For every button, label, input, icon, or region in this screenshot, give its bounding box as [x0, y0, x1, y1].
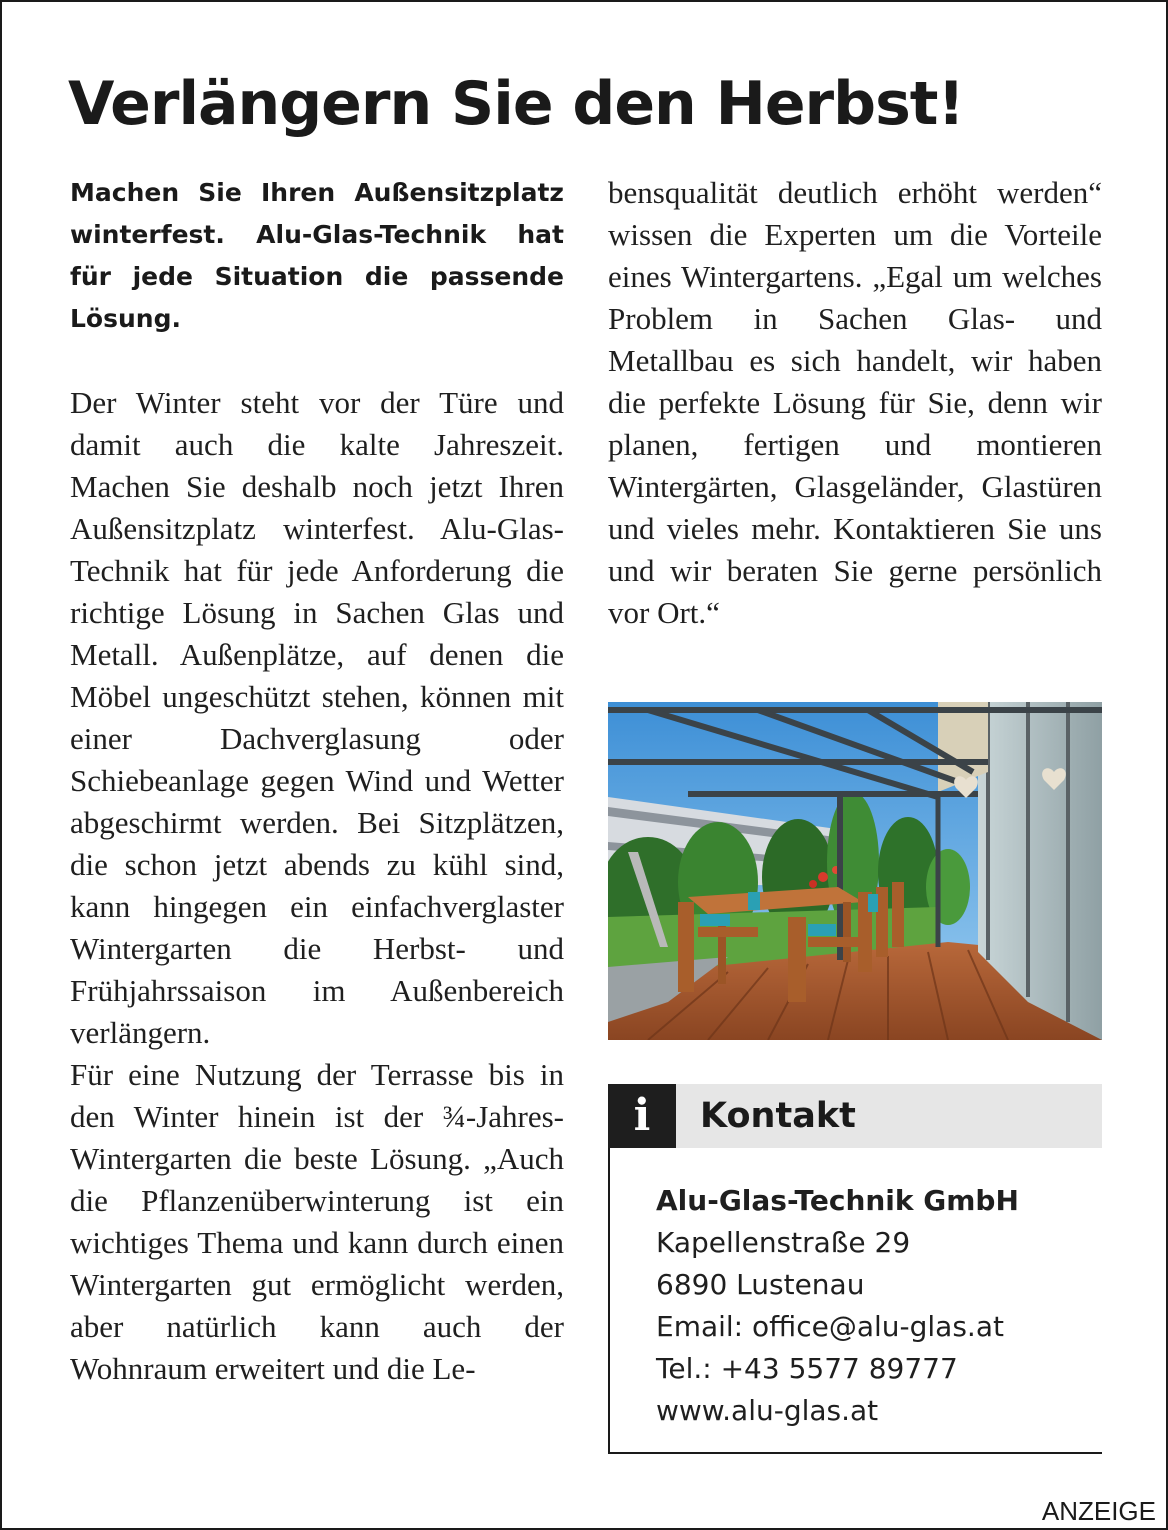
contact-details: [608, 1148, 1102, 1454]
company-name: Alu-Glas-Technik GmbH: [656, 1184, 1019, 1217]
website-link[interactable]: www.alu-glas.at: [656, 1394, 879, 1427]
right-column: [608, 172, 1102, 634]
wintergarden-photo: [608, 702, 1102, 1040]
city-address: 6890 Lustenau: [656, 1268, 865, 1301]
contact-header: [608, 1084, 1102, 1148]
body-text-left: [70, 382, 564, 1390]
email-line[interactable]: Email: office@alu-glas.at: [656, 1310, 1004, 1343]
left-column: [70, 172, 564, 1390]
body-paragraph: Für eine Nutzung der Terrasse bis in den Winter hinein ist der ¾-Jahres-Wintergarten die beste Lösung. „Auch die Pflanzenüberwinterung ist ein wichtiges Thema und kann durch einen Wintergarten gut ermöglicht werden, aber natürlich kann auch der Wohnraum erweitert und die Le-: [70, 1057, 564, 1386]
advertisement-label: ANZEIGE: [1041, 1496, 1156, 1526]
contact-title: Kontakt: [700, 1096, 856, 1136]
street-address: Kapellenstraße 29: [656, 1226, 911, 1259]
body-paragraph: Der Winter steht vor der Türe und damit auch die kalte Jahreszeit. Machen Sie deshalb noch jetzt Ihren Außensitzplatz winterfest. Alu-Glas-Technik hat für jede Anforderung die richtige Lösung in Sachen Glas und Metall. Außenplätze, auf denen die Möbel ungeschützt stehen, können mit einer Dachverglasung oder Schiebeanlage gegen Wind und Wetter abgeschirmt werden. Bei Sitzplätzen, die schon jetzt abends zu kühl sind, kann hingegen ein einfachverglaster Wintergarten die Herbst- und Frühjahrssaison im Außenbereich verlängern.: [70, 385, 564, 1050]
contact-box: [608, 1084, 1102, 1456]
headline: Verlängern Sie den Herbst!: [68, 69, 964, 139]
phone-line[interactable]: Tel.: +43 5577 89777: [656, 1352, 958, 1385]
body-text-right: [608, 172, 1102, 634]
body-paragraph: bensqualität deutlich erhöht werden“ wissen die Experten um die Vorteile eines Wintergartens. „Egal um welches Problem in Sachen Glas- und Metallbau es sich handelt, wir haben die perfekte Lösung für Sie, denn wir planen, fertigen und montieren Wintergärten, Glasgeländer, Glastüren und vieles mehr. Kontaktieren Sie uns und wir beraten Sie gerne persönlich vor Ort.“: [608, 175, 1102, 630]
lead-paragraph: Machen Sie Ihren Außensitzplatz winterfest. Alu-Glas-Technik hat für jede Situation die passende Lösung.: [70, 178, 564, 333]
info-icon: i: [608, 1084, 676, 1148]
